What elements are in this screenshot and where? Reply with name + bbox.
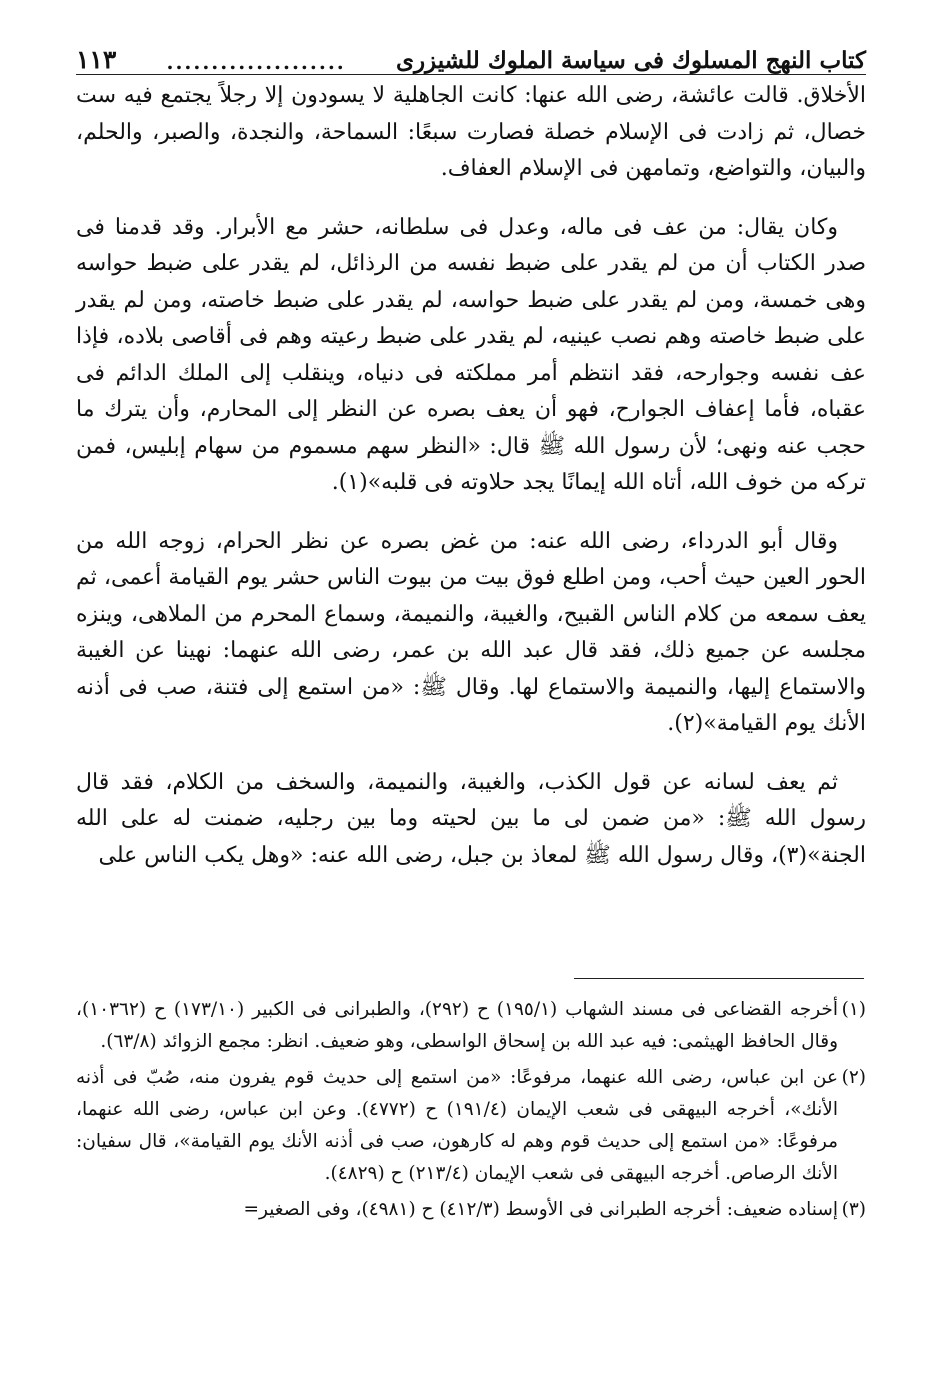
paragraph-1: الأخلاق. قالت عائشة، رضى الله عنها: كانت الجاهلية لا يسودون إلا رجلاً يجتمع فيه ست خصال، ثم زادت فى الإسلام خصلة فصارت سبعًا: السماحة، والنجدة، والصبر، والحلم، والبيان، والتواضع، وتمامهن فى الإسلام العفاف. bbox=[76, 83, 866, 181]
paragraph-2: وكان يقال: من عف فى ماله، وعدل فى سلطانه، حشر مع الأبرار. وقد قدمنا فى صدر الكتاب أن من لم يقدر على ضبط نفسه من الرذائل، لم يقدر على ضبط حواسه وهى خمسة، ومن لم يقدر على ضبط حواسه، لم يقدر على ضبط خاصته، ومن لم يقدر على ضبط خاصته وهم نصب عينيه، لم يقدر على ضبط رعيته وهم فى أقاصى بلاده، فإذا عف نفسه وجوارحه، فقد انتظم أمر مملكته فى دنياه، وينقلب إلى الملك الدائم فى عقباه، فأما إعفاف الجوارح، فهو أن يعف بصره عن النظر إلى المحارم، وأن يترك ما حجب عنه ونهى؛ لأن رسول الله ﷺ قال: «النظر سهم مسموم من سهام إبليس، فمن تركه من خوف الله، أتاه الله إيمانًا يجد حلاوته فى قلبه»(١). bbox=[76, 214, 866, 495]
footnote-separator bbox=[574, 978, 864, 979]
footnote-1 bbox=[76, 994, 866, 1058]
footnote-1-number: (١) bbox=[841, 999, 866, 1020]
paragraph-4: ثم يعف لسانه عن قول الكذب، والغيبة، والنميمة، والسخف من الكلام، فقد قال رسول الله ﷺ: «من ضمن لى ما بين لحيته وما بين رجليه، ضمنت له على الله الجنة»(٣)، وقال رسول الله ﷺ لمعاذ بن جبل، رضى الله عنه: «وهل يكب الناس على bbox=[76, 769, 866, 868]
footnote-2 bbox=[76, 1062, 866, 1190]
page-number: ١١٣ bbox=[76, 45, 117, 74]
footnote-2-number: (٢) bbox=[841, 1067, 866, 1088]
footnote-1-text: أخرجه القضاعى فى مسند الشهاب (١٩٥/١) ح (٢٩٢)، والطبرانى فى الكبير (١٧٣/١٠) ح (١٠٣٦٢)، وقال الحافظ الهيثمى: فيه عبد الله بن إسحاق الواسطى، وهو ضعيف. انظر: مجمع الزوائد (٦٣/٨). bbox=[76, 999, 838, 1052]
running-header bbox=[76, 30, 866, 75]
footnotes bbox=[76, 994, 866, 1230]
footnote-3-number: (٣) bbox=[841, 1199, 866, 1220]
book-title: كتاب النهج المسلوك فى سياسة الملوك للشيزرى bbox=[395, 47, 866, 74]
paragraph-3: وقال أبو الدرداء، رضى الله عنه: من غض بصره عن نظر الحرام، زوجه الله من الحور العين حيث أحب، ومن اطلع فوق بيت من بيوت الناس حشر يوم القيامة أعمى، ثم يعف سمعه من كلام الناس القبيح، والغيبة، والنميمة، وسماع المحرم من الملاهى، وينزه مجلسه عن جميع ذلك، فقد قال عبد الله بن عمر، رضى الله عنهما: نهينا عن الغيبة والاستماع إليها، والنميمة والاستماع لها. وقال ﷺ: «من استمع إلى فتنة، صب فى أذنه الأنك يوم القيامة»(٢). bbox=[76, 528, 866, 736]
footnote-3-text: إسناده ضعيف: أخرجه الطبرانى فى الأوسط (٤١٢/٣) ح (٤٩٨١)، وفى الصغير= bbox=[243, 1199, 838, 1220]
footnote-2-text: عن ابن عباس، رضى الله عنهما، مرفوعًا: «من استمع إلى حديث قوم يفرون منه، صُبّ فى أذنه الأنك»، أخرجه البيهقى فى شعب الإيمان (١٩١/٤) ح (٤٧٧٢). وعن ابن عباس، رضى الله عنهما، مرفوعًا: «من استمع إلى حديث قوم وهم له كارهون، صب فى أذنه الأنك يوم القيامة»، قال سفيان: الأنك الرصاص. أخرجه البيهقى فى شعب الإيمان (٢١٣/٤) ح (٤٨٢٩). bbox=[76, 1067, 838, 1184]
footnote-3 bbox=[76, 1194, 866, 1226]
header-leader-dots: .................... bbox=[166, 50, 346, 74]
main-text bbox=[76, 78, 866, 874]
